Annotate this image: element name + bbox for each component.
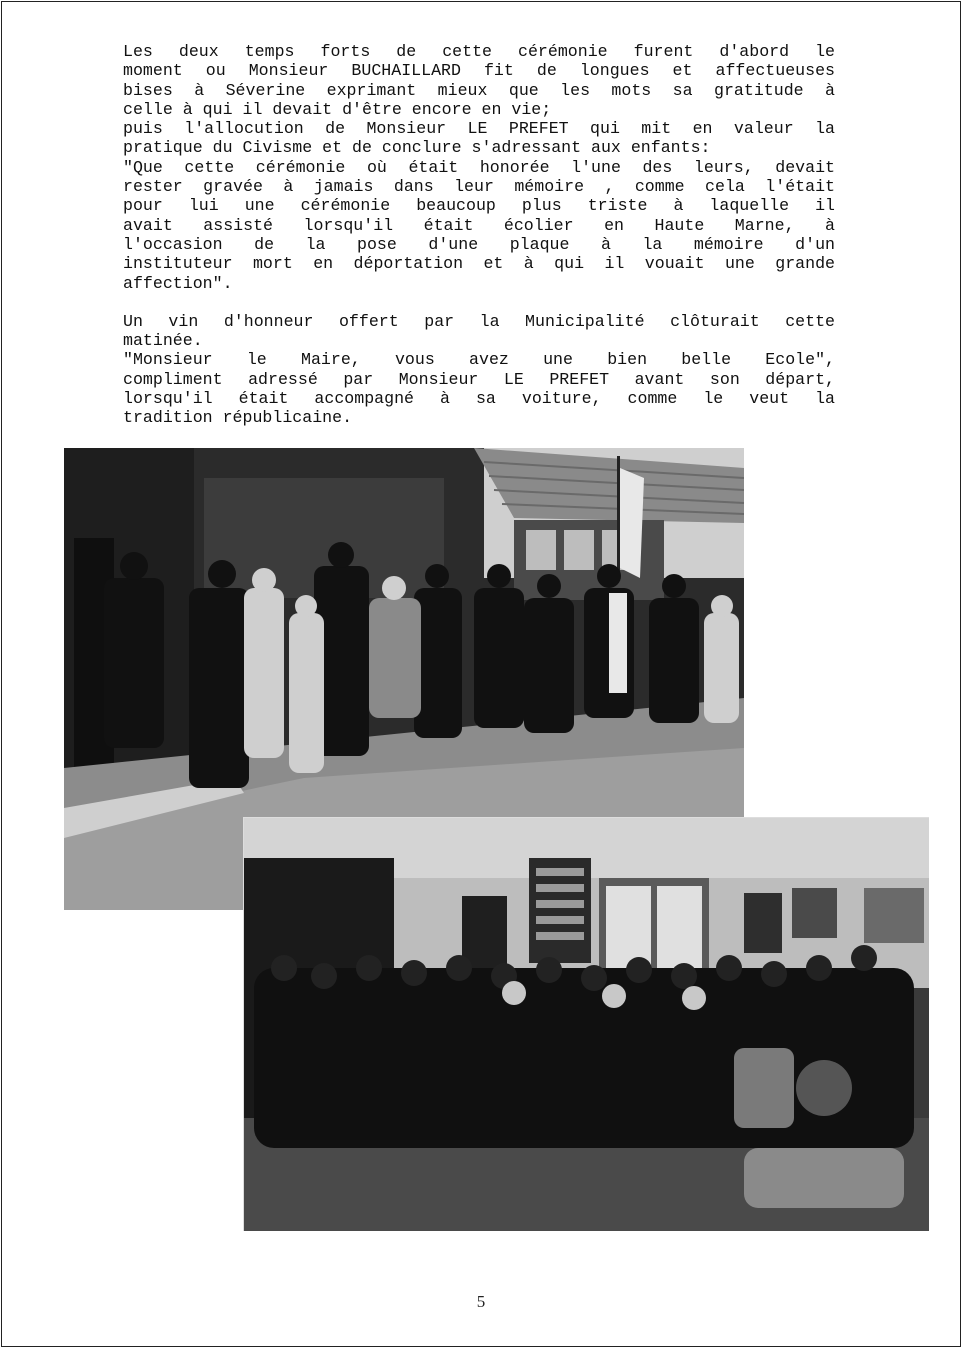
text-line: matinée.	[123, 331, 203, 351]
text-line: celle à qui il devait d'être encore en vie;	[123, 99, 552, 119]
page-number: 5	[476, 1292, 486, 1311]
text-line: "Monsieur le Maire, vous avez une bien belle Ecole",	[123, 350, 835, 370]
text-line: puis l'allocution de Monsieur LE PREFET qui mit en valeur la	[123, 119, 835, 139]
text-line: moment ou Monsieur BUCHAILLARD fit de longues et affectueuses	[123, 61, 835, 81]
text-line: compliment adressé par Monsieur LE PREFET avant son départ,	[123, 369, 835, 389]
text-line: Un vin d'honneur offert par la Municipalité clôturait cette	[123, 311, 835, 331]
text-line: lorsqu'il était accompagné à sa voiture, comme le veut la	[123, 389, 835, 409]
text-line: instituteur mort en déportation et à qui il vouait une grande	[123, 254, 835, 274]
body-text	[123, 42, 835, 428]
text-line: pour lui une cérémonie beaucoup plus triste à laquelle il	[123, 196, 835, 216]
text-line: tradition républicaine.	[123, 408, 353, 428]
text-line: l'occasion de la pose d'une plaque à la mémoire d'un	[123, 234, 835, 254]
text-line: bises à Séverine exprimant mieux que les mots sa gratitude à	[123, 80, 835, 100]
text-line: avait assisté lorsqu'il était écolier en Haute Marne, à	[123, 215, 835, 235]
text-line: "Que cette cérémonie où était honorée l'une des leurs, devait	[123, 157, 835, 177]
document-page	[1, 1, 961, 1347]
ceremony-indoor-photo	[243, 817, 929, 1231]
text-line: rester gravée à jamais dans leur mémoire , comme cela l'était	[123, 177, 835, 197]
indoor-audience-illustration	[244, 818, 929, 1231]
text-line: Les deux temps forts de cette cérémonie furent d'abord le	[123, 42, 835, 61]
text-line: affection".	[123, 273, 233, 293]
text-line: pratique du Civisme et de conclure s'adressant aux enfants:	[123, 138, 711, 158]
